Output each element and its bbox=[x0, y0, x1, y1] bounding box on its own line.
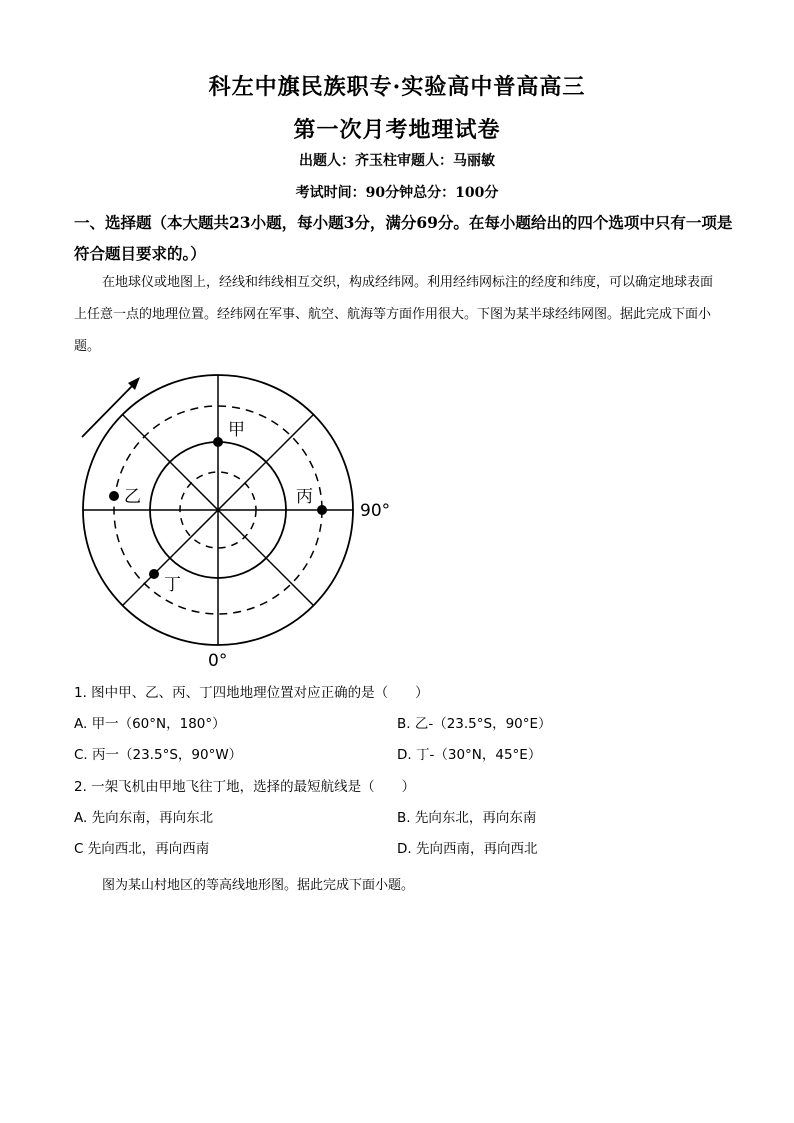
label-90-degree: 90° bbox=[360, 501, 391, 521]
question-1-option-d[interactable]: D. 丁-（30°N，45°E） bbox=[397, 747, 542, 763]
point-jia bbox=[213, 437, 223, 447]
question-1-stem: 1. 图中甲、乙、丙、丁四地地理位置对应正确的是（ ） bbox=[74, 685, 429, 701]
label-bing: 丙 bbox=[296, 487, 313, 507]
question-1-option-c[interactable]: C. 丙一（23.5°S，90°W） bbox=[74, 747, 243, 763]
latitude-longitude-grid-figure bbox=[70, 372, 490, 672]
exam-info: 考试时间：90分钟总分：100分 bbox=[295, 185, 499, 201]
question-2-option-b[interactable]: B. 先向东北，再向东南 bbox=[397, 810, 537, 826]
label-0-degree: 0° bbox=[208, 651, 228, 671]
question-1-option-b[interactable]: B. 乙-（23.5°S，90°E） bbox=[397, 716, 552, 732]
point-ding bbox=[149, 569, 159, 579]
label-yi: 乙 bbox=[124, 487, 141, 507]
question-1-option-a[interactable]: A. 甲一（60°N，180°） bbox=[74, 716, 226, 732]
question-2-option-c[interactable]: C 先向西北，再向西南 bbox=[74, 841, 210, 857]
next-intro-paragraph: 图为某山村地区的等高线地形图。据此完成下面小题。 bbox=[102, 878, 415, 893]
exam-authors: 出题人：齐玉柱审题人：马丽敏 bbox=[299, 153, 495, 169]
question-2-option-a[interactable]: A. 先向东南，再向东北 bbox=[74, 810, 214, 826]
exam-title-line2: 第一次月考地理试卷 bbox=[293, 117, 501, 143]
section-heading: 一、选择题（本大题共23小题，每小题3分，满分69分。在每小题给出的四个选项中只有一项是符合题目要求的。） bbox=[74, 213, 733, 263]
point-bing bbox=[317, 505, 327, 515]
point-yi bbox=[109, 491, 119, 501]
question-2-stem: 2. 一架飞机由甲地飞往丁地，选择的最短航线是（ ） bbox=[74, 779, 416, 795]
exam-title-line1: 科左中旗民族职专·实验高中普高高三 bbox=[208, 74, 586, 100]
label-jia: 甲 bbox=[228, 420, 245, 440]
intro-paragraph: 在地球仪或地图上，经线和纬线相互交织，构成经纬网。利用经纬网标注的经度和纬度，可以确定地球表面上任意一点的地理位置。经纬网在军事、航空、航海等方面作用很大。下图为某半球经纬网图。据此完成下面小题。 bbox=[74, 275, 714, 354]
question-2-option-d[interactable]: D. 先向西南，再向西北 bbox=[397, 841, 538, 857]
label-ding: 丁 bbox=[164, 575, 181, 595]
